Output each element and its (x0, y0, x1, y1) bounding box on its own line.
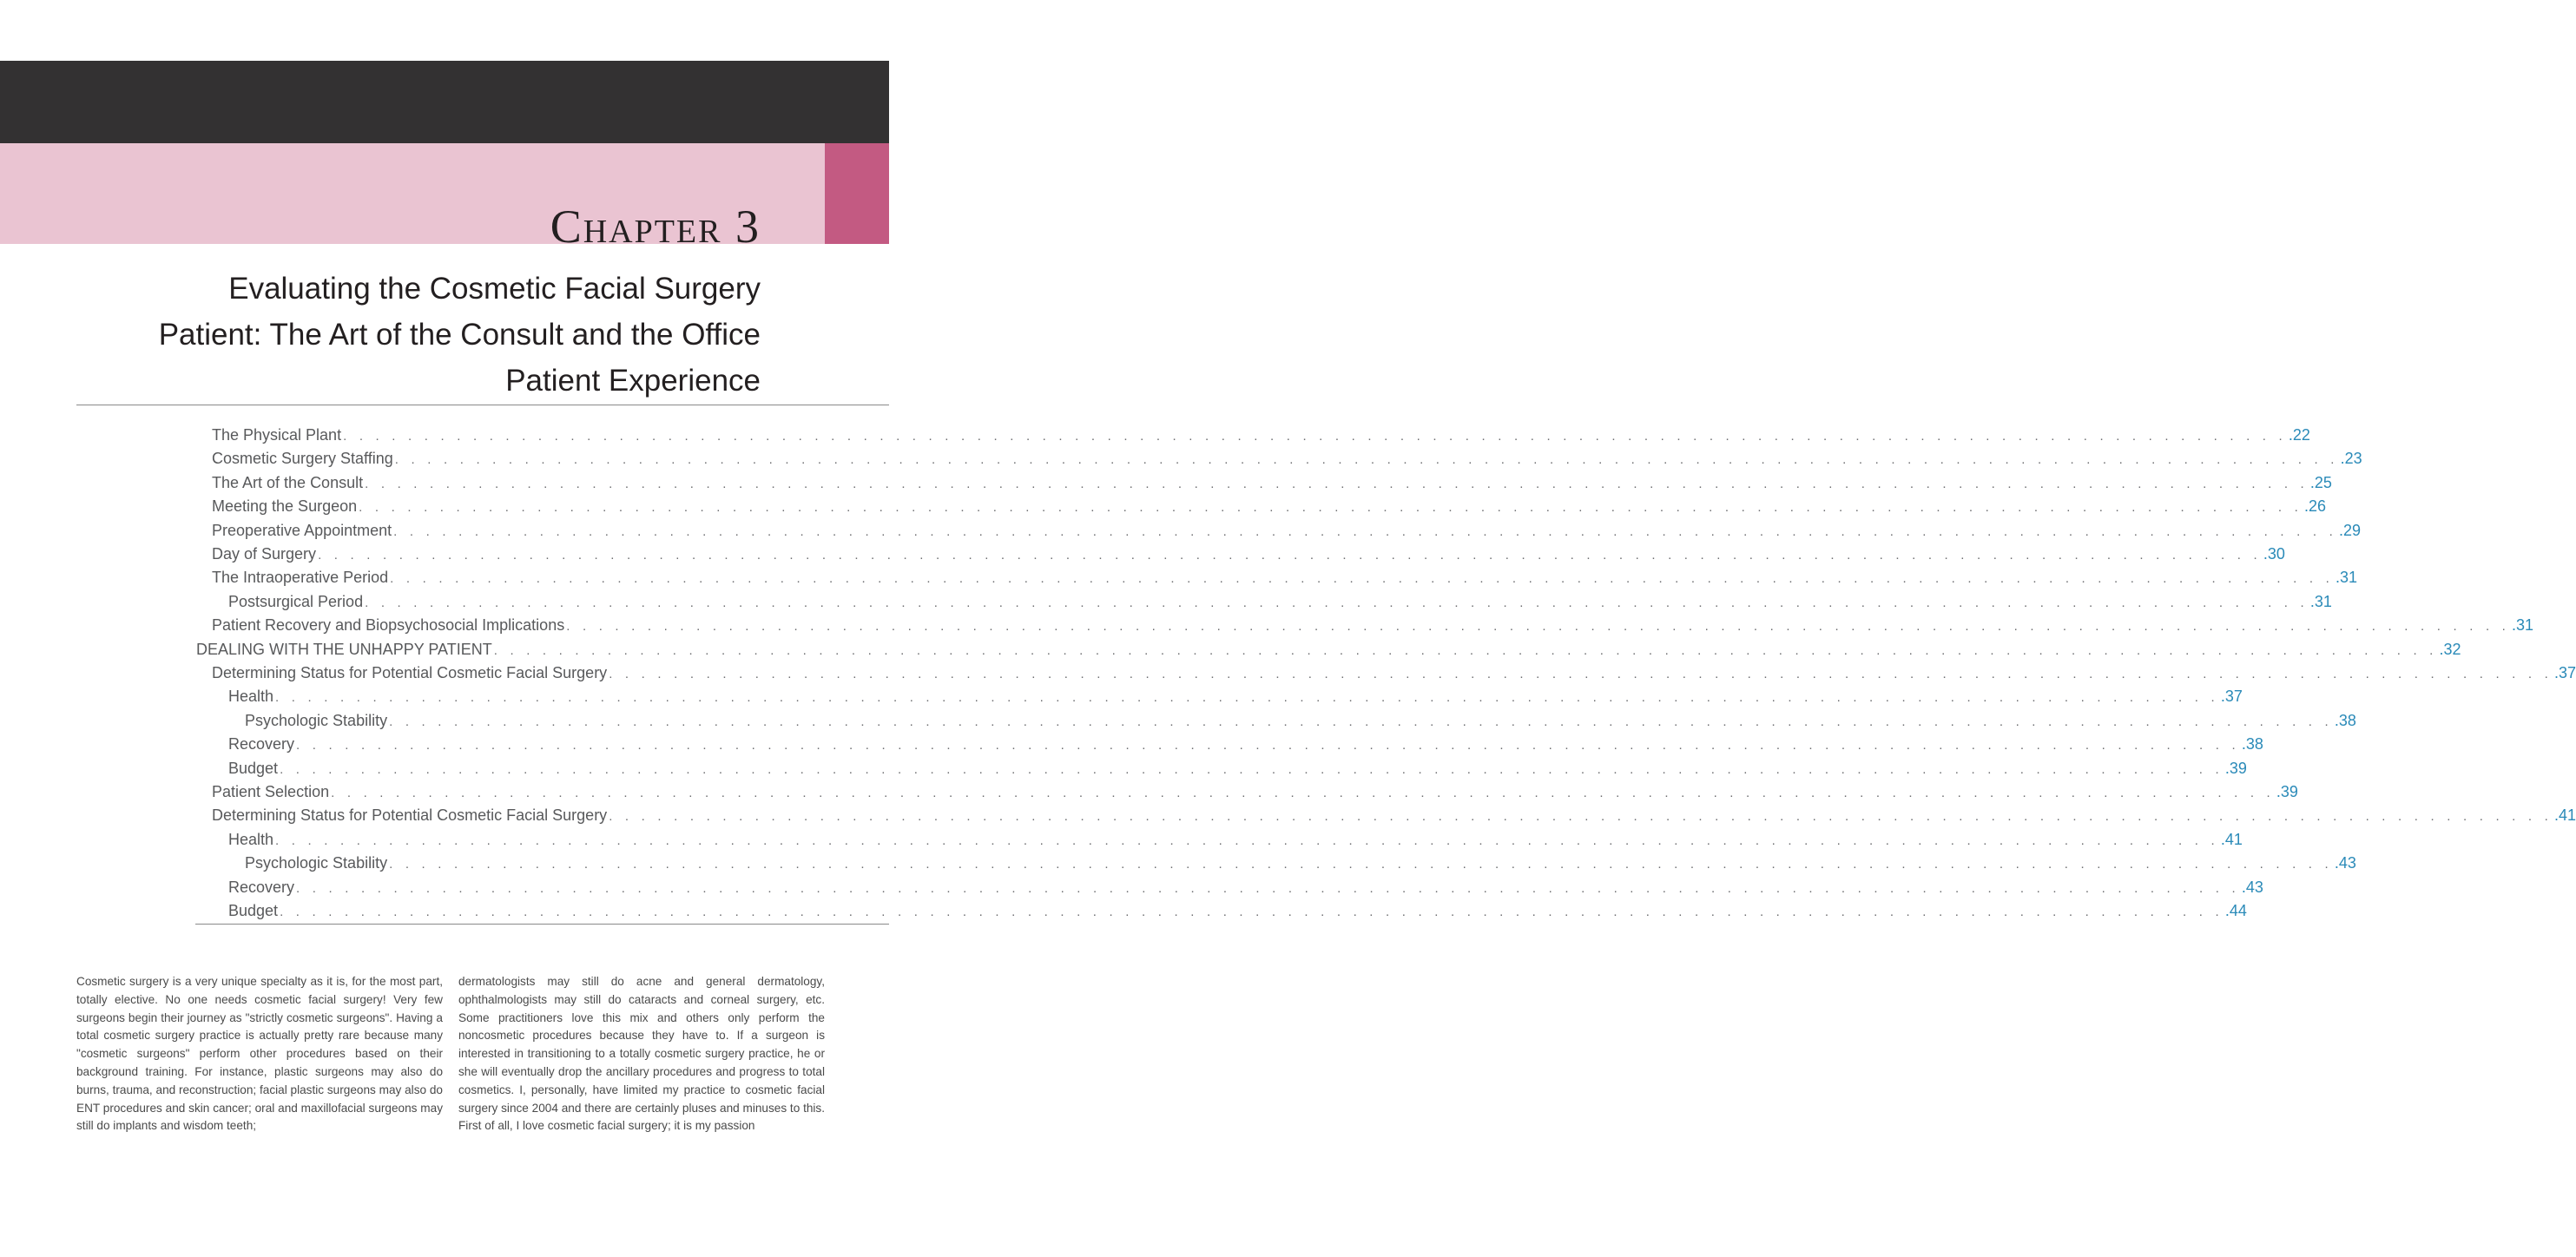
toc-leader-dots: . . . . . . . . . . . . . . . . . . . . . . . . . . . . . . . . . . . . . . . . . . . . . . . . . . . . . . . . . . . . . . . . . . . . . . . . . . . . . . . . . . . . . . . . . . . . . . . . . . . . . . . . . . . . . . . . . . . . . . . . (296, 738, 2240, 754)
toc-entry-label: Budget (228, 902, 279, 919)
toc-entry[interactable] (212, 471, 2332, 495)
toc-leader-dots: . . . . . . . . . . . . . . . . . . . . . . . . . . . . . . . . . . . . . . . . . . . . . . . . . . . . . . . . . . . . . . . . . . . . . . . . . . . . . . . . . . . . . . . . . . . . . . . . . . . . . . . . . . . . . . . . . . . . . . . . (318, 548, 2262, 563)
toc-entry[interactable] (212, 495, 2326, 518)
toc-entry-page-number[interactable]: .38 (2241, 735, 2263, 754)
toc-leader-dots: . . . . . . . . . . . . . . . . . . . . . . . . . . . . . . . . . . . . . . . . . . . . . . . . . . . . . . . . . . . . . . . . . . . . . . . . . . . . . . . . . . . . . . . . . . . . . . . . . . . . . . . . . . . . . . . . . . . . . . . . (296, 880, 2240, 896)
toc-entry-label: Psychologic Stability (245, 711, 388, 729)
divider-bottom (195, 924, 889, 925)
toc-entry-page-number[interactable]: .37 (2220, 688, 2243, 706)
header-dark-band (0, 61, 889, 143)
toc-entry-page-number[interactable]: .39 (2224, 759, 2247, 777)
toc-leader-dots: . . . . . . . . . . . . . . . . . . . . . . . . . . . . . . . . . . . . . . . . . . . . . . . . . . . . . . . . . . . . . . . . . . . . . . . . . . . . . . . . . . . . . . . . . . . . . . . . . . . . . . . . . . . . . . . . . . . . . . . . (566, 619, 2511, 635)
toc-entry-page-number[interactable]: .43 (2334, 854, 2356, 872)
toc-entry-page-number[interactable]: .23 (2340, 450, 2362, 468)
toc-entry-page-number[interactable]: .31 (2309, 592, 2332, 610)
toc-entry[interactable] (212, 780, 2298, 804)
toc-leader-dots: . . . . . . . . . . . . . . . . . . . . . . . . . . . . . . . . . . . . . . . . . . . . . . . . . . . . . . . . . . . . . . . . . . . . . . . . . . . . . . . . . . . . . . . . . . . . . . . . . . . . . . . . . . . . . . . . . . . . . . . . (275, 833, 2219, 848)
toc-leader-dots: . . . . . . . . . . . . . . . . . . . . . . . . . . . . . . . . . . . . . . . . . . . . . . . . . . . . . . . . . . . . . . . . . . . . . . . . . . . . . . . . . . . . . . . . . . . . . . . . . . . . . . . . . . . . . . . . . . . . . . . . (609, 667, 2553, 681)
toc-leader-dots: . . . . . . . . . . . . . . . . . . . . . . . . . . . . . . . . . . . . . . . . . . . . . . . . . . . . . . . . . . . . . . . . . . . . . . . . . . . . . . . . . . . . . . . . . . . . . . . . . . . . . . . . . . . . . . . . . . . . . . . . (331, 786, 2275, 800)
chapter-title: Evaluating the Cosmetic Facial Surgery Patient: The Art of the Consult and the Office Patient Experience (158, 272, 761, 398)
toc-entry-label: Preoperative Appointment (212, 521, 392, 539)
toc-entry[interactable] (212, 447, 2362, 471)
toc-entry[interactable] (228, 757, 2247, 780)
toc-entry-label: The Intraoperative Period (212, 569, 389, 587)
toc-entry-page-number[interactable]: .31 (2512, 616, 2534, 635)
toc-entry-page-number[interactable]: .37 (2554, 664, 2576, 681)
toc-entry-label: Postsurgical Period (228, 592, 364, 610)
toc-entry-page-number[interactable]: .31 (2335, 569, 2357, 587)
toc-leader-dots: . . . . . . . . . . . . . . . . . . . . . . . . . . . . . . . . . . . . . . . . . . . . . . . . . . . . . . . . . . . . . . . . . . . . . . . . . . . . . . . . . . . . . . . . . . . . . . . . . . . . . . . . . . . . . . . . . . . . . . . . (390, 571, 2334, 587)
toc-entry-page-number[interactable]: .26 (2303, 497, 2326, 516)
toc-entry[interactable] (228, 876, 2263, 899)
toc-entry[interactable] (212, 661, 2576, 685)
toc-entry[interactable] (245, 709, 2356, 733)
toc-entry-label: DEALING WITH THE UNHAPPY PATIENT (196, 640, 492, 658)
toc-entry[interactable] (212, 566, 2357, 589)
toc-entry-page-number[interactable]: .41 (2220, 830, 2243, 848)
toc-leader-dots: . . . . . . . . . . . . . . . . . . . . . . . . . . . . . . . . . . . . . . . . . . . . . . . . . . . . . . . . . . . . . . . . . . . . . . . . . . . . . . . . . . . . . . . . . . . . . . . . . . . . . . . . . . . . . . . . . . . . . . . . (365, 595, 2309, 610)
toc-entry[interactable] (212, 614, 2534, 637)
toc-entry-label: Determining Status for Potential Cosmetic Facial Surgery (212, 806, 608, 825)
toc-entry-label: The Art of the Consult (212, 473, 364, 491)
toc-entry-page-number[interactable]: .32 (2439, 640, 2461, 658)
toc-entry-page-number[interactable]: .43 (2241, 878, 2263, 896)
toc-leader-dots: . . . . . . . . . . . . . . . . . . . . . . . . . . . . . . . . . . . . . . . . . . . . . . . . . . . . . . . . . . . . . . . . . . . . . . . . . . . . . . . . . . . . . . . . . . . . . . . . . . . . . . . . . . . . . . . . . . . . . . . . (359, 500, 2303, 516)
toc-entry-label: Budget (228, 759, 279, 777)
toc-leader-dots: . . . . . . . . . . . . . . . . . . . . . . . . . . . . . . . . . . . . . . . . . . . . . . . . . . . . . . . . . . . . . . . . . . . . . . . . . . . . . . . . . . . . . . . . . . . . . . . . . . . . . . . . . . . . . . . . . . . . . . . . (280, 761, 2224, 777)
toc-entry-page-number[interactable]: .25 (2309, 473, 2332, 491)
toc-leader-dots: . . . . . . . . . . . . . . . . . . . . . . . . . . . . . . . . . . . . . . . . . . . . . . . . . . . . . . . . . . . . . . . . . . . . . . . . . . . . . . . . . . . . . . . . . . . . . . . . . . . . . . . . . . . . . . . . . . . . . . . . (493, 642, 2438, 658)
toc-entry-page-number[interactable]: .39 (2276, 783, 2298, 800)
toc-entry-label: Cosmetic Surgery Staffing (212, 450, 393, 468)
toc-entry-page-number[interactable]: .29 (2338, 521, 2361, 539)
toc-entry[interactable] (212, 543, 2285, 566)
toc-entry[interactable] (228, 733, 2263, 756)
toc-entry-label: Health (228, 688, 274, 706)
toc-entry[interactable] (228, 685, 2243, 708)
toc-entry-label: Recovery (228, 878, 295, 896)
toc-leader-dots: . . . . . . . . . . . . . . . . . . . . . . . . . . . . . . . . . . . . . . . . . . . . . . . . . . . . . . . . . . . . . . . . . . . . . . . . . . . . . . . . . . . . . . . . . . . . . . . . . . . . . . . . . . . . . . . . . . . . . . . . (343, 429, 2287, 444)
toc-entry-page-number[interactable]: .38 (2334, 711, 2356, 729)
toc-leader-dots: . . . . . . . . . . . . . . . . . . . . . . . . . . . . . . . . . . . . . . . . . . . . . . . . . . . . . . . . . . . . . . . . . . . . . . . . . . . . . . . . . . . . . . . . . . . . . . . . . . . . . . . . . . . . . . . . . . . . . . . . (365, 476, 2309, 491)
body-text-right-column: dermatologists may still do acne and general dermatology, ophthalmologists may still do cataracts and corneal surgery, etc. Some practitioners love this mix and others only perform the noncosmetic procedures because they have to. If a surgeon is interested in transitioning to a totally cosmetic surgery practice, he or she will eventually drop the ancillary procedures and progress to total cosmetics. I, personally, have limited my practice to cosmetic facial surgery since 2004 and there are certainly pluses and minuses to this. First of all, I love cosmetic facial surgery; it is my passion (458, 975, 825, 1133)
toc-entry-page-number[interactable]: .22 (2288, 426, 2310, 444)
toc-entry-page-number[interactable]: .44 (2224, 902, 2247, 919)
toc-entry[interactable] (228, 899, 2247, 923)
body-text-left-column: Cosmetic surgery is a very unique specialty as it is, for the most part, totally elective. No one needs cosmetic facial surgery! Very few surgeons begin their journey as "strictly cosmetic surgeons". Having a total cosmetic surgery practice is actually pretty rare because many "cosmetic surgeons" perform other procedures based on their background training. For instance, plastic surgeons may also do burns, trauma, and reconstruction; facial plastic surgeons may also do ENT procedures and skin cancer; oral and maxillofacial surgeons may still do implants and wisdom teeth; (76, 975, 443, 1133)
toc-entry[interactable] (196, 638, 2461, 661)
toc-leader-dots: . . . . . . . . . . . . . . . . . . . . . . . . . . . . . . . . . . . . . . . . . . . . . . . . . . . . . . . . . . . . . . . . . . . . . . . . . . . . . . . . . . . . . . . . . . . . . . . . . . . . . . . . . . . . . . . . . . . . . . . . (389, 857, 2333, 872)
toc-entry-label: Meeting the Surgeon (212, 497, 358, 516)
toc-entry-label: Psychologic Stability (245, 854, 388, 872)
toc-entry-label: The Physical Plant (212, 426, 342, 444)
toc-entry-page-number[interactable]: .41 (2554, 806, 2576, 825)
toc-leader-dots: . . . . . . . . . . . . . . . . . . . . . . . . . . . . . . . . . . . . . . . . . . . . . . . . . . . . . . . . . . . . . . . . . . . . . . . . . . . . . . . . . . . . . . . . . . . . . . . . . . . . . . . . . . . . . . . . . . . . . . . . (280, 905, 2224, 919)
toc-entry[interactable] (228, 828, 2243, 852)
toc-entry[interactable] (228, 590, 2332, 614)
toc-entry-label: Patient Selection (212, 783, 330, 800)
toc-entry-label: Patient Recovery and Biopsychosocial Implications (212, 616, 565, 635)
chapter-heading: Chapter 3 (550, 201, 761, 253)
toc-entry-label: Determining Status for Potential Cosmetic Facial Surgery (212, 664, 608, 681)
toc-leader-dots: . . . . . . . . . . . . . . . . . . . . . . . . . . . . . . . . . . . . . . . . . . . . . . . . . . . . . . . . . . . . . . . . . . . . . . . . . . . . . . . . . . . . . . . . . . . . . . . . . . . . . . . . . . . . . . . . . . . . . . . . (393, 523, 2337, 539)
toc-entry-label: Health (228, 830, 274, 848)
toc-entry-label: Recovery (228, 735, 295, 754)
toc-leader-dots: . . . . . . . . . . . . . . . . . . . . . . . . . . . . . . . . . . . . . . . . . . . . . . . . . . . . . . . . . . . . . . . . . . . . . . . . . . . . . . . . . . . . . . . . . . . . . . . . . . . . . . . . . . . . . . . . . . . . . . . . (389, 714, 2333, 729)
header-rose-block (825, 143, 889, 244)
toc-entry[interactable] (212, 804, 2576, 827)
toc-entry[interactable] (212, 519, 2361, 543)
toc-entry-label: Day of Surgery (212, 545, 317, 563)
toc-leader-dots: . . . . . . . . . . . . . . . . . . . . . . . . . . . . . . . . . . . . . . . . . . . . . . . . . . . . . . . . . . . . . . . . . . . . . . . . . . . . . . . . . . . . . . . . . . . . . . . . . . . . . . . . . . . . . . . . . . . . . . . . (275, 690, 2219, 706)
toc-leader-dots: . . . . . . . . . . . . . . . . . . . . . . . . . . . . . . . . . . . . . . . . . . . . . . . . . . . . . . . . . . . . . . . . . . . . . . . . . . . . . . . . . . . . . . . . . . . . . . . . . . . . . . . . . . . . . . . . . . . . . . . . (609, 809, 2553, 825)
toc-entry[interactable] (212, 424, 2310, 447)
toc-entry-page-number[interactable]: .30 (2263, 545, 2285, 563)
toc-entry[interactable] (245, 852, 2356, 875)
toc-leader-dots: . . . . . . . . . . . . . . . . . . . . . . . . . . . . . . . . . . . . . . . . . . . . . . . . . . . . . . . . . . . . . . . . . . . . . . . . . . . . . . . . . . . . . . . . . . . . . . . . . . . . . . . . . . . . . . . . . . . . . . . . (394, 452, 2339, 468)
